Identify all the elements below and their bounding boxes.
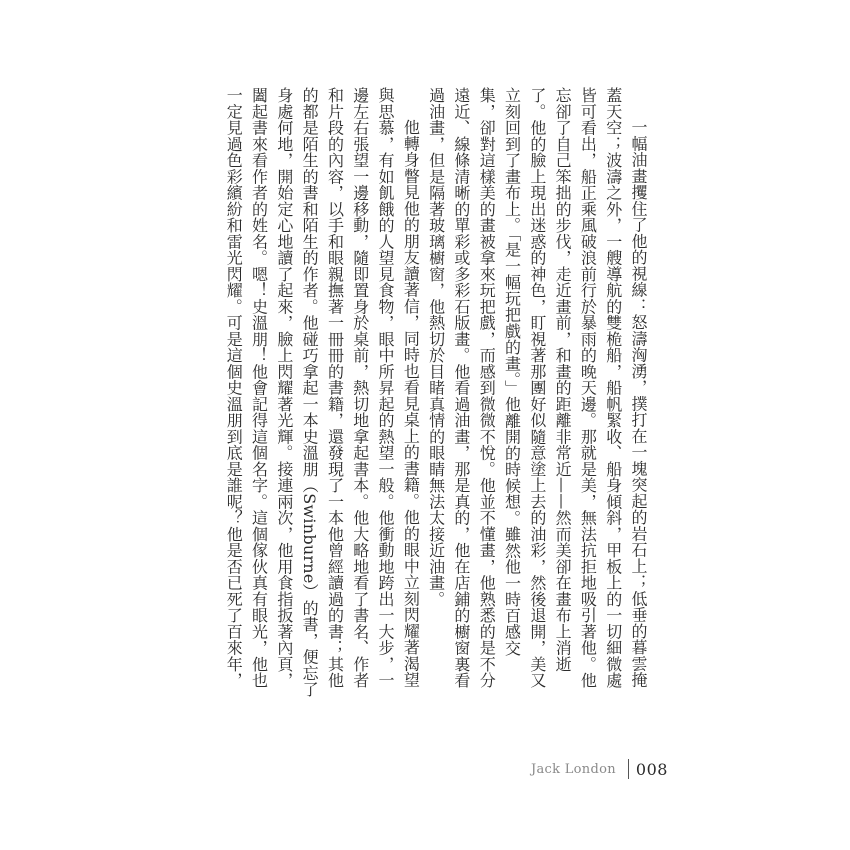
text-column: 闔起書來看作者的姓名。嗯！史溫朋！他會記得這個名字。這個傢伙真有眼光，他也 [249, 87, 269, 689]
text-column: 的都是陌生的書和陌生的作者。他碰巧拿起一本史溫朋（Swinburne）的書，便忘了 [300, 87, 320, 698]
text-column: 與思慕，有如飢餓的人望見食物，眼中所昇起的熱望一般。他衝動地跨出一大步，一 [376, 87, 396, 689]
text-column: 他轉身瞥見他的朋友讀著信，同時也看見桌上的書籍。他的眼中立刻閃耀著渴望 [401, 119, 421, 688]
text-column: 一幅油畫攫住了他的視線：怒濤洶湧，撲打在一塊突起的岩石上；低垂的暮雲掩 [629, 119, 648, 688]
running-footer-author: Jack London [531, 761, 616, 777]
text-column: 忘卻了自己笨拙的步伐，走近畫前，和畫的距離非常近——然而美卻在畫布上消逝 [553, 87, 573, 672]
text-column: 身處何地，開始定心地讀了起來，臉上閃耀著光輝。接連兩次，他用食指扳著內頁， [274, 87, 294, 689]
text-column: 邊左右張望一邊移動，隨即置身於桌前，熱切地拿起書本。他大略地看了書名、作者 [350, 87, 370, 689]
text-column: 過油畫，但是隔著玻璃櫥窗，他熱切於目睹真情的眼睛無法太接近油畫。 [426, 87, 446, 607]
footer-divider [628, 759, 629, 779]
page-footer [531, 757, 668, 781]
page-number: 008 [635, 759, 668, 779]
text-column: 一定見過色彩繽紛和雷光閃耀。可是這個史溫朋到底是誰呢？他是否已死了百來年， [224, 87, 244, 689]
vertical-text-body [221, 87, 651, 698]
text-column: 皆可看出，船正乘風破浪前行於暴雨的晚天邊。那就是美，無法抗拒地吸引著他。他 [578, 87, 598, 689]
text-column: 蓋天空；波濤之外，一艘導航的雙桅船，船帆緊收、船身傾斜，甲板上的一切細微處 [603, 87, 623, 689]
text-column: 了。他的臉上現出迷惑的神色，盯視著那團好似隨意塗上去的油彩，然後退開，美又 [527, 87, 547, 689]
text-column: 立刻回到了畫布上。「是一幅玩把戲的畫。」他離開的時候想。雖然他一時百感交 [502, 87, 522, 656]
text-column: 遠近、線條清晰的單彩或多彩石版畫。他看過油畫，那是真的，他在店鋪的櫥窗裏看 [451, 87, 471, 689]
text-column: 和片段的內容，以手和眼親撫著一冊冊的書籍，還發現了一本他曾經讀過的書；其他 [325, 87, 345, 689]
text-column: 集，卻對這樣美的畫被拿來玩把戲，而感到微微不悅。他並不懂畫，他熟悉的是不分 [477, 87, 497, 689]
